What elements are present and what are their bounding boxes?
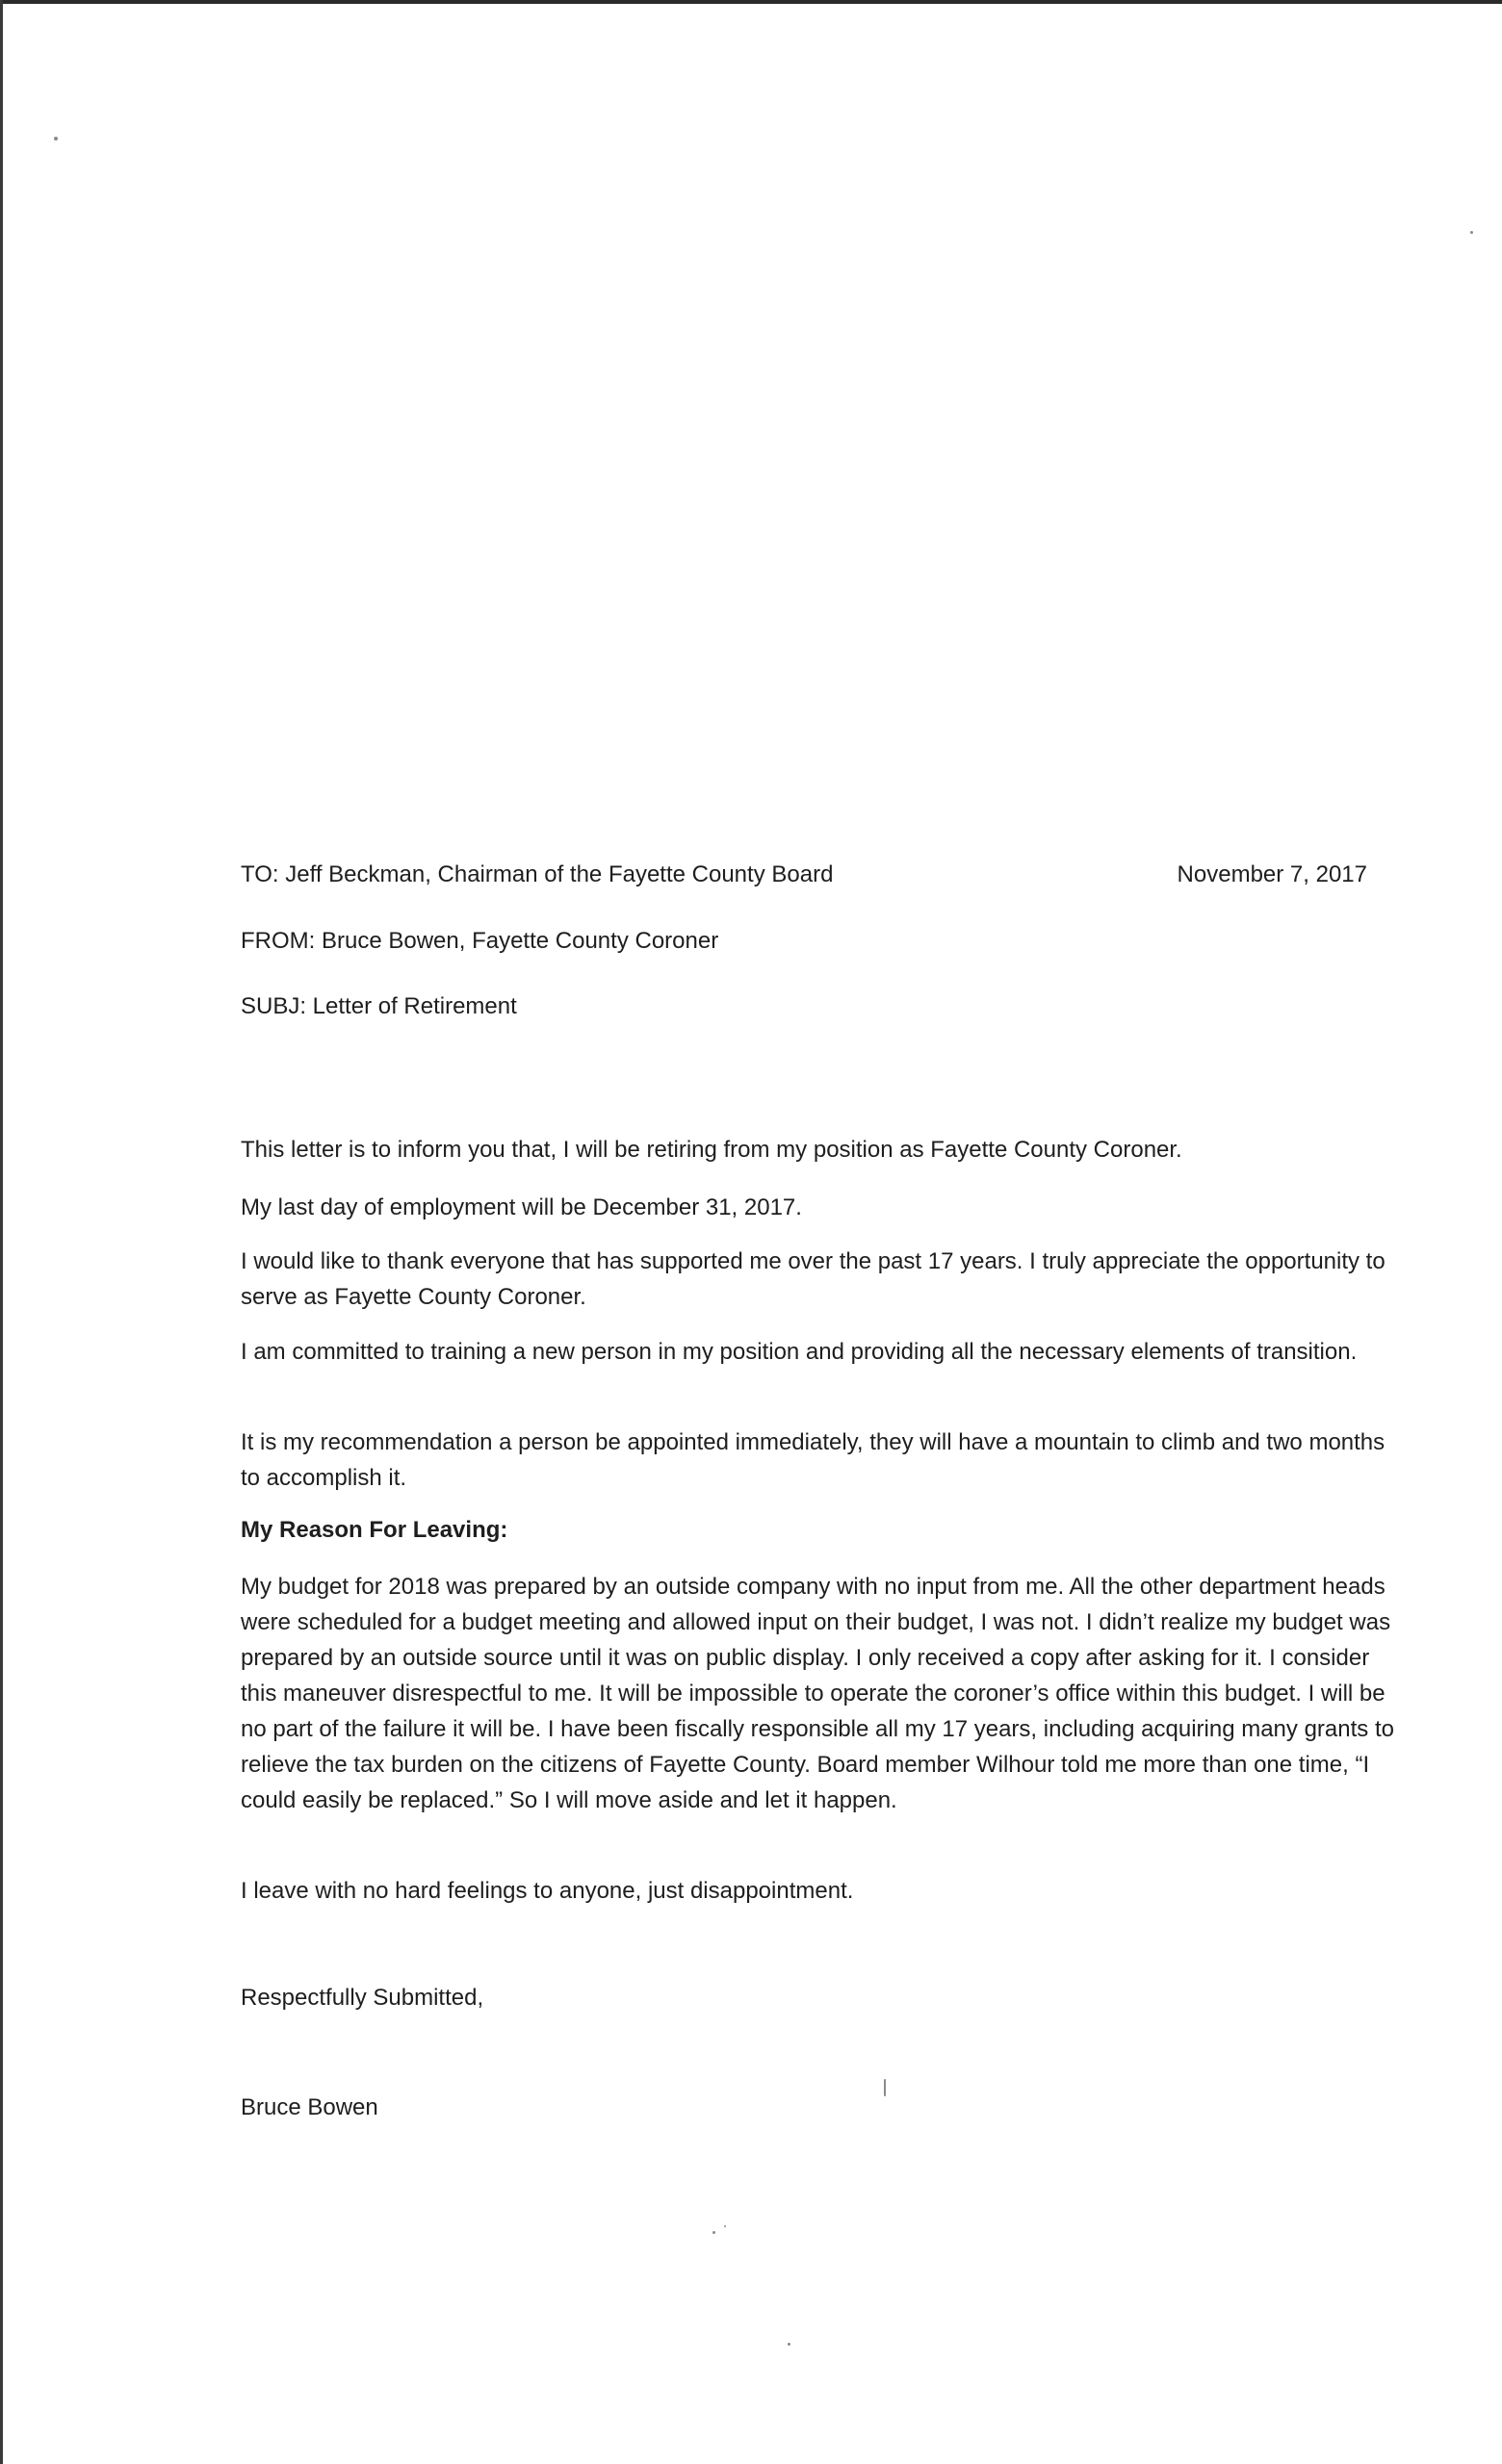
from-line: FROM: Bruce Bowen, Fayette County Coroner [241,928,719,954]
paragraph-thanks: I would like to thank everyone that has supported me over the past 17 years. I truly appreciate the opportunity to serve as Fayette County Coroner. [241,1248,1385,1310]
paragraph-last-day: My last day of employment will be December 31, 2017. [241,1194,802,1220]
closing-line: Respectfully Submitted, [241,1985,484,2011]
paragraph-final: I leave with no hard feelings to anyone, just disappointment. [241,1878,854,1904]
paragraph-recommendation: It is my recommendation a person be appointed immediately, they will have a mountain to climb and two months to accomplish it. [241,1429,1385,1491]
scan-speck [54,137,58,141]
scan-speck [788,2343,790,2346]
scan-speck [712,2231,715,2234]
letter-date: November 7, 2017 [1177,861,1367,887]
reason-heading: My Reason For Leaving: [241,1517,508,1543]
paragraph-retirement-notice: This letter is to inform you that, I will be retiring from my position as Fayette County Coroner. [241,1137,1182,1163]
paragraph-training: I am committed to training a new person in my position and providing all the necessary elements of transition. [241,1339,1358,1365]
signature-name: Bruce Bowen [241,2094,378,2120]
to-line: TO: Jeff Beckman, Chairman of the Fayette County Board [241,861,834,887]
scan-speck [884,2079,886,2096]
scan-speck [1470,231,1473,234]
subject-line: SUBJ: Letter of Retirement [241,993,517,1019]
scan-speck [724,2225,726,2227]
paragraph-reason: My budget for 2018 was prepared by an outside company with no input from me. All the other department heads were scheduled for a budget meeting and allowed input on their budget, I was not. I didn’t realize my budget was prepared by an outside source until it was on public display. I only received a copy after asking for it. I consider this maneuver disrespectful to me. It will be impossible to operate the coroner’s office within this budget. I will be no part of the failure it will be. I have been fiscally responsible all my 17 years, including acquiring many grants to relieve the tax burden on the citizens of Fayette County. Board member Wilhour told me more than one time, “I could easily be replaced.” So I will move aside and let it happen. [241,1574,1394,1813]
